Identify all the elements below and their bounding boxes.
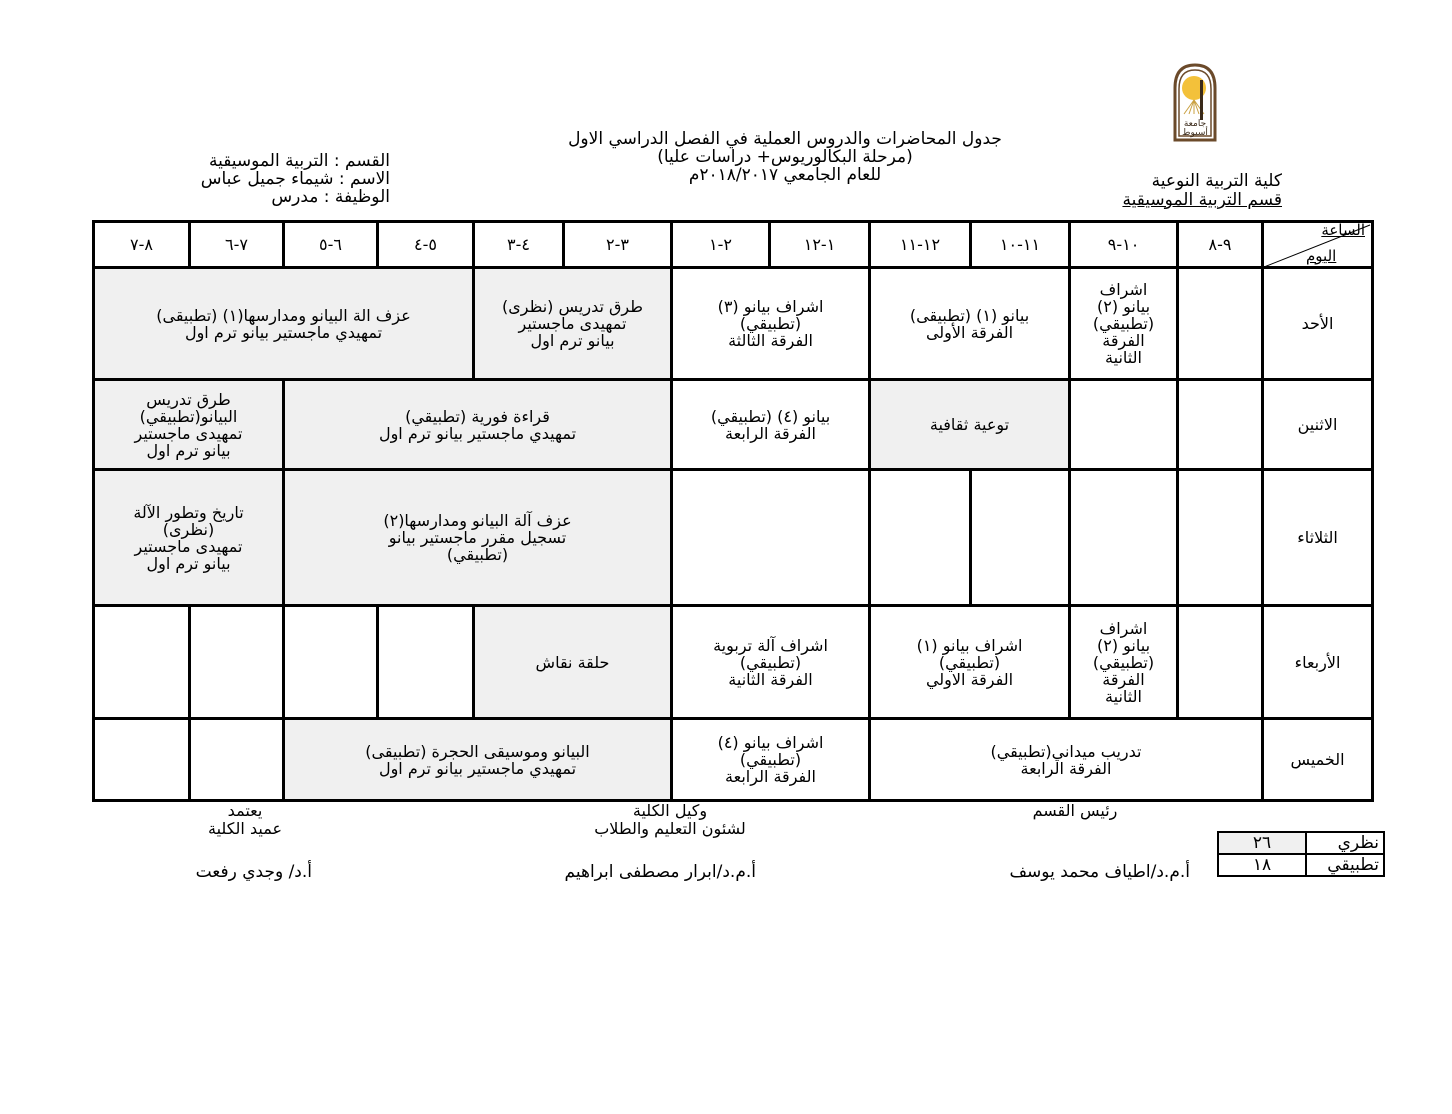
hour-header: ٨-٧ — [94, 222, 190, 268]
schedule-cell — [284, 719, 672, 801]
cell-text-line: الفرقة — [1102, 331, 1145, 350]
hour-header: ٣-٢ — [564, 222, 672, 268]
cell-text-line: (تطبيقي) — [739, 750, 802, 769]
info-name: الاسم : شيماء جميل عباس — [200, 169, 390, 189]
dean-signature-title — [170, 802, 320, 838]
info-job: الوظيفة : مدرس — [271, 187, 390, 207]
schedule-cell — [1178, 470, 1263, 606]
cell-text-line: (تطبيقي) — [1092, 314, 1155, 333]
cell-text-line: اشراف آلة تربوية — [713, 635, 828, 655]
department-name: قسم التربية الموسيقية — [1122, 190, 1282, 210]
dean-name: أ.د/ وجدي رفعت — [195, 862, 312, 882]
faculty-name: كلية التربية النوعية — [1151, 171, 1282, 191]
cell-text-line: بيانو (٢) — [1096, 635, 1151, 655]
cell-text-line: بيانو (١) (تطبيقى) — [909, 305, 1030, 325]
title-line-1: جدول المحاضرات والدروس العملية في الفصل الدراسي الاول — [568, 129, 1002, 149]
vice-dean-signature-title — [560, 802, 780, 838]
cell-text-line: تدريب ميداني(تطبيقي) — [990, 741, 1142, 761]
schedule-cell — [672, 380, 870, 470]
cell-text-line: تمهيدي ماجستير بيانو ترم اول — [184, 322, 383, 342]
hour-header: ٥-٤ — [378, 222, 474, 268]
totals-value: ١٨ — [1218, 854, 1306, 876]
cell-text-line: الفرقة الرابعة — [1020, 758, 1112, 778]
cell-text-line: الفرقة الرابعة — [725, 767, 816, 786]
schedule-cell — [94, 380, 284, 470]
totals-label: نظري — [1306, 832, 1384, 854]
schedule-cell — [971, 470, 1070, 606]
hour-header: ٧-٦ — [190, 222, 284, 268]
info-department: القسم : التربية الموسيقية — [208, 151, 390, 171]
day-row-wednesday — [94, 606, 1373, 719]
day-label: الأحد — [1263, 268, 1373, 380]
day-row-sunday — [94, 268, 1373, 380]
cell-text-line: تمهيدي ماجستير بيانو ترم اول — [378, 423, 577, 443]
day-label: الخميس — [1263, 719, 1373, 801]
title-line-2: (مرحلة البكالوريوس+ دراسات عليا) — [657, 147, 913, 167]
cell-text-line: تمهيدى ماجستير — [134, 423, 243, 443]
schedule-cell — [672, 268, 870, 380]
schedule-cell — [870, 268, 1070, 380]
totals-label: تطبيقي — [1306, 854, 1384, 876]
cell-text-line: اشراف بيانو (٣) — [717, 297, 824, 316]
schedule-cell — [94, 470, 284, 606]
day-row-tuesday — [94, 470, 1373, 606]
cell-text-line: الثانية — [1105, 348, 1142, 367]
vice-dean-title-1: وكيل الكلية — [632, 801, 708, 820]
schedule-cell — [94, 606, 190, 719]
cell-text-line: الفرقة — [1102, 669, 1145, 689]
hour-header: ١٠-٩ — [1070, 222, 1178, 268]
schedule-cell — [474, 606, 672, 719]
cell-text-line: (تطبيقي) — [739, 652, 802, 672]
schedule-table — [92, 220, 1374, 802]
cell-text-line: البيانو وموسيقى الحجرة (تطبيقى) — [365, 741, 590, 761]
cell-text-line: عزف آلة البيانو ومدارسها(٢) — [383, 511, 572, 530]
schedule-cell — [474, 268, 672, 380]
schedule-cell — [190, 606, 284, 719]
cell-text-line: اشراف — [1099, 280, 1148, 299]
cell-text-line: بيانو ترم اول — [146, 440, 231, 460]
schedule-cell — [94, 719, 190, 801]
cell-text-line: تمهيدي ماجستير بيانو ترم اول — [378, 758, 577, 778]
cell-text-line: اشراف بيانو (١) — [916, 635, 1023, 655]
cell-text-line: تسجيل مقرر ماجستير بيانو — [388, 528, 567, 547]
cell-text-line: تاريخ وتطور الآلة — [133, 502, 244, 522]
cell-text-line: بيانو (٤) (تطبيقي) — [710, 406, 831, 426]
schedule-cell — [1070, 606, 1178, 719]
cell-text-line: بيانو ترم اول — [146, 553, 231, 573]
cell-text-line: (تطبيقي) — [938, 652, 1001, 672]
cell-text-line: حلقة نقاش — [535, 652, 610, 672]
head-title: رئيس القسم — [1032, 801, 1118, 820]
schedule-cell — [870, 719, 1263, 801]
cell-text-line: قراءة فورية (تطبيقي) — [405, 406, 550, 426]
cell-text-line: اشراف — [1099, 618, 1148, 638]
svg-text:أسيوط: أسيوط — [1182, 128, 1208, 138]
day-label: الثلاثاء — [1263, 470, 1373, 606]
totals-row — [1218, 854, 1384, 876]
corner-hour-label: الساعة — [1321, 221, 1365, 239]
hour-header: ٤-٣ — [474, 222, 564, 268]
corner-day-label: اليوم — [1306, 247, 1337, 265]
cell-text-line: توعية ثقافية — [929, 415, 1010, 434]
title-line-3: للعام الجامعي ٢٠١٨/٢٠١٧م — [688, 165, 882, 185]
cell-text-line: الثانية — [1105, 686, 1142, 706]
hour-header: ١-١٢ — [770, 222, 870, 268]
schedule-cell — [870, 380, 1070, 470]
cell-text-line: (تطبيقي) — [1092, 652, 1155, 672]
cell-text-line: (نظرى) — [162, 519, 215, 539]
schedule-cell — [1070, 380, 1178, 470]
totals-row — [1218, 832, 1384, 854]
schedule-cell — [870, 470, 971, 606]
day-row-monday — [94, 380, 1373, 470]
cell-text-line: طرق تدريس (نظرى) — [502, 297, 643, 316]
cell-text-line: الفرقة الرابعة — [725, 423, 816, 443]
vice-dean-name: أ.م.د/ابرار مصطفى ابراهيم — [564, 862, 756, 882]
cell-text-line: الفرقة الأولى — [925, 322, 1014, 342]
hour-header: ١٢-١١ — [870, 222, 971, 268]
document-title — [520, 130, 1050, 184]
schedule-cell — [190, 719, 284, 801]
vice-dean-title-2: لشئون التعليم والطلاب — [594, 819, 746, 838]
schedule-cell — [284, 606, 378, 719]
day-row-thursday — [94, 719, 1373, 801]
schedule-cell — [284, 470, 672, 606]
cell-text-line: تمهيدى ماجستير — [518, 314, 627, 333]
head-signature-title — [1000, 802, 1150, 820]
hour-header: ٢-١ — [672, 222, 770, 268]
day-label: الاثنين — [1263, 380, 1373, 470]
schedule-cell — [1178, 268, 1263, 380]
schedule-cell — [672, 470, 870, 606]
schedule-cell — [1070, 470, 1178, 606]
schedule-cell — [284, 380, 672, 470]
dean-title-2: عميد الكلية — [208, 819, 282, 838]
cell-text-line: الفرقة الثانية — [728, 669, 813, 689]
cell-text-line: الفرقة الثالثة — [728, 331, 813, 350]
staff-info — [201, 152, 390, 206]
cell-text-line: البيانو(تطبيقي) — [139, 406, 238, 426]
cell-text-line: طرق تدريس — [146, 389, 231, 409]
schedule-cell — [672, 606, 870, 719]
hour-header: ١١-١٠ — [971, 222, 1070, 268]
totals-table — [1217, 831, 1385, 877]
cell-text-line: (تطبيقي) — [739, 314, 802, 333]
schedule-cell — [1178, 380, 1263, 470]
cell-text-line: بيانو ترم اول — [530, 331, 615, 350]
cell-text-line: عزف الة البيانو ومدارسها(١) (تطبيقى) — [156, 305, 411, 325]
header-row — [94, 222, 1373, 268]
schedule-cell — [1178, 606, 1263, 719]
schedule-cell — [94, 268, 474, 380]
cell-text-line: اشراف بيانو (٤) — [717, 733, 824, 752]
schedule-cell — [378, 606, 474, 719]
schedule-cell — [672, 719, 870, 801]
day-label: الأربعاء — [1263, 606, 1373, 719]
cell-text-line: الفرقة الاولي — [925, 669, 1014, 689]
totals-value: ٢٦ — [1218, 832, 1306, 854]
college-heading — [1122, 172, 1282, 210]
university-logo — [1172, 62, 1218, 142]
hour-header: ٩-٨ — [1178, 222, 1263, 268]
schedule-cell — [870, 606, 1070, 719]
schedule-cell — [1070, 268, 1178, 380]
hour-header: ٦-٥ — [284, 222, 378, 268]
dean-title-1: يعتمد — [227, 801, 263, 820]
head-name: أ.م.د/اطياف محمد يوسف — [1009, 862, 1190, 882]
cell-text-line: بيانو (٢) — [1096, 297, 1151, 316]
cell-text-line: (تطبيقي) — [446, 545, 509, 564]
corner-cell — [1263, 222, 1373, 268]
cell-text-line: تمهيدى ماجستير — [134, 536, 243, 556]
svg-text:جامعة: جامعة — [1183, 119, 1207, 129]
